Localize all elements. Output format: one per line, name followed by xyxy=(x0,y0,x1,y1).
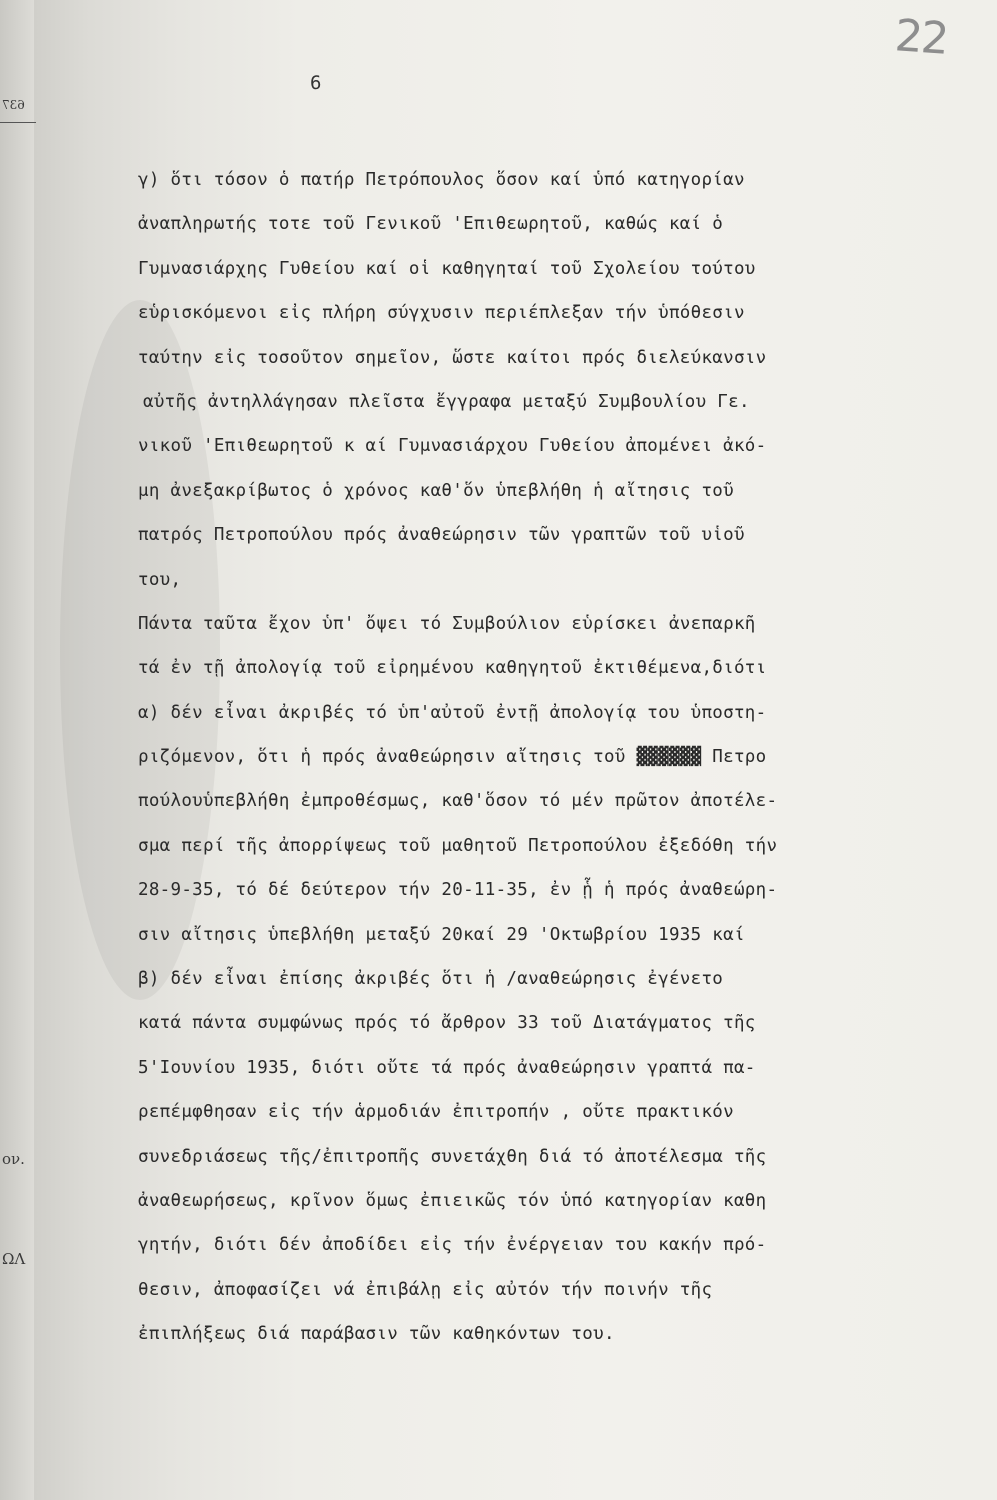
text-line: α) δέν εἶναι ἀκριβές τό ὑπ'αὐτοῦ ἐντῇ ἀπολογίᾳ του ὑποστη- xyxy=(138,702,767,723)
text-line: β) δέν εἶναι ἐπίσης ἀκριβές ὅτι ἡ /αναθεώρησις ἐγένετο xyxy=(138,969,724,990)
text-line: κατά πάντα συμφώνως πρός τό ἄρθρον 33 τοῦ Διατάγματος τῆς xyxy=(138,1013,756,1034)
left-margin-strip xyxy=(0,0,34,1500)
text-line: γητήν, διότι δέν ἀποδίδει εἰς τήν ἐνέργειαν του κακήν πρό- xyxy=(138,1235,767,1256)
text-line: πατρός Πετροπούλου πρός ἀναθεώρησιν τῶν γραπτῶν τοῦ υἱοῦ xyxy=(138,525,745,546)
text-line: ἐπιπλήξεως διά παράβασιν τῶν καθηκόντων του. xyxy=(138,1324,615,1345)
folio-number: 22 xyxy=(893,10,949,65)
text-line: ριζόμενον, ὅτι ἡ πρός ἀναθεώρησιν αἴτησις τοῦ ▓▓▓▓▓▓ Πετρο xyxy=(138,747,767,768)
margin-fragment-bottom: ΩΛ xyxy=(2,1250,26,1268)
text-line: θεσιν, ἀποφασίζει νά ἐπιβάλῃ εἰς αὐτόν τήν ποινήν τῆς xyxy=(138,1279,713,1300)
text-line: εὑρισκόμενοι εἰς πλήρη σύγχυσιν περιέπλεξαν τήν ὑπόθεσιν xyxy=(138,303,745,324)
text-line: αὐτῆς ἀντηλλάγησαν πλεῖστα ἔγγραφα μεταξύ Συμβουλίου Γε. xyxy=(143,391,750,412)
text-line: Γυμνασιάρχης Γυθείου καί οἱ καθηγηταί τοῦ Σχολείου τούτου xyxy=(138,258,756,279)
text-line: νικοῦ 'Επιθεωρητοῦ κ αί Γυμνασιάρχου Γυθείου ἀπομένει ἀκό- xyxy=(138,436,767,457)
text-line: του, xyxy=(138,569,182,590)
margin-rule xyxy=(0,122,36,123)
text-line: πούλουὑπεβλήθη ἐμπροθέσμως, καθ'ὅσον τό μέν πρῶτον ἀποτέλε- xyxy=(138,791,778,812)
text-line: ρεπέμφθησαν εἰς τήν ἁρμοδιάν ἐπιτροπήν , οὔτε πρακτικόν xyxy=(138,1102,734,1123)
text-line: 5'Ιουνίου 1935, διότι οὔτε τά πρός ἀναθεώρησιν γραπτά πα- xyxy=(138,1057,756,1078)
text-line: γ) ὅτι τόσον ὁ πατήρ Πετρόπουλος ὅσον καί ὑπό κατηγορίαν xyxy=(138,170,745,190)
text-line: 28-9-35, τό δέ δεύτερον τήν 20-11-35, ἐν ᾗ ἡ πρός ἀναθεώρη- xyxy=(138,880,778,901)
text-line: σμα περί τῆς ἀπορρίψεως τοῦ μαθητοῦ Πετροπούλου ἐξεδόθη τήν xyxy=(138,835,778,856)
text-line: Πάντα ταῦτα ἔχον ὑπ' ὄψει τό Συμβούλιον εὑρίσκει ἀνεπαρκῆ xyxy=(138,613,756,634)
typed-text-body xyxy=(138,158,918,1357)
text-line: ταύτην εἰς τοσοῦτον σημεῖον, ὥστε καίτοι πρός διελεύκανσιν xyxy=(138,347,767,368)
text-line: ἀναπληρωτής τοτε τοῦ Γενικοῦ 'Επιθεωρητοῦ, καθώς καί ὁ xyxy=(138,214,724,235)
margin-fragment-middle: ον. xyxy=(2,1150,25,1168)
text-line: συνεδριάσεως τῆς/ἐπιτροπῆς συνετάχθη διά τό ἀποτέλεσμα τῆς xyxy=(138,1146,767,1167)
margin-fragment-top: 637 xyxy=(2,98,25,112)
text-line: ἀναθεωρήσεως, κρῖνον ὅμως ἐπιεικῶς τόν ὑπό κατηγορίαν καθη xyxy=(138,1190,767,1211)
text-line: τά ἐν τῇ ἀπολογίᾳ τοῦ εἰρημένου καθηγητοῦ ἐκτιθέμενα,διότι xyxy=(138,658,767,679)
text-line: μη ἀνεξακρίβωτος ὁ χρόνος καθ'ὅν ὑπεβλήθη ἡ αἴτησις τοῦ xyxy=(138,480,734,501)
page-number: 6 xyxy=(310,72,322,94)
text-line: σιν αἴτησις ὑπεβλήθη μεταξύ 20καί 29 'Οκτωβρίου 1935 καί xyxy=(138,924,745,945)
